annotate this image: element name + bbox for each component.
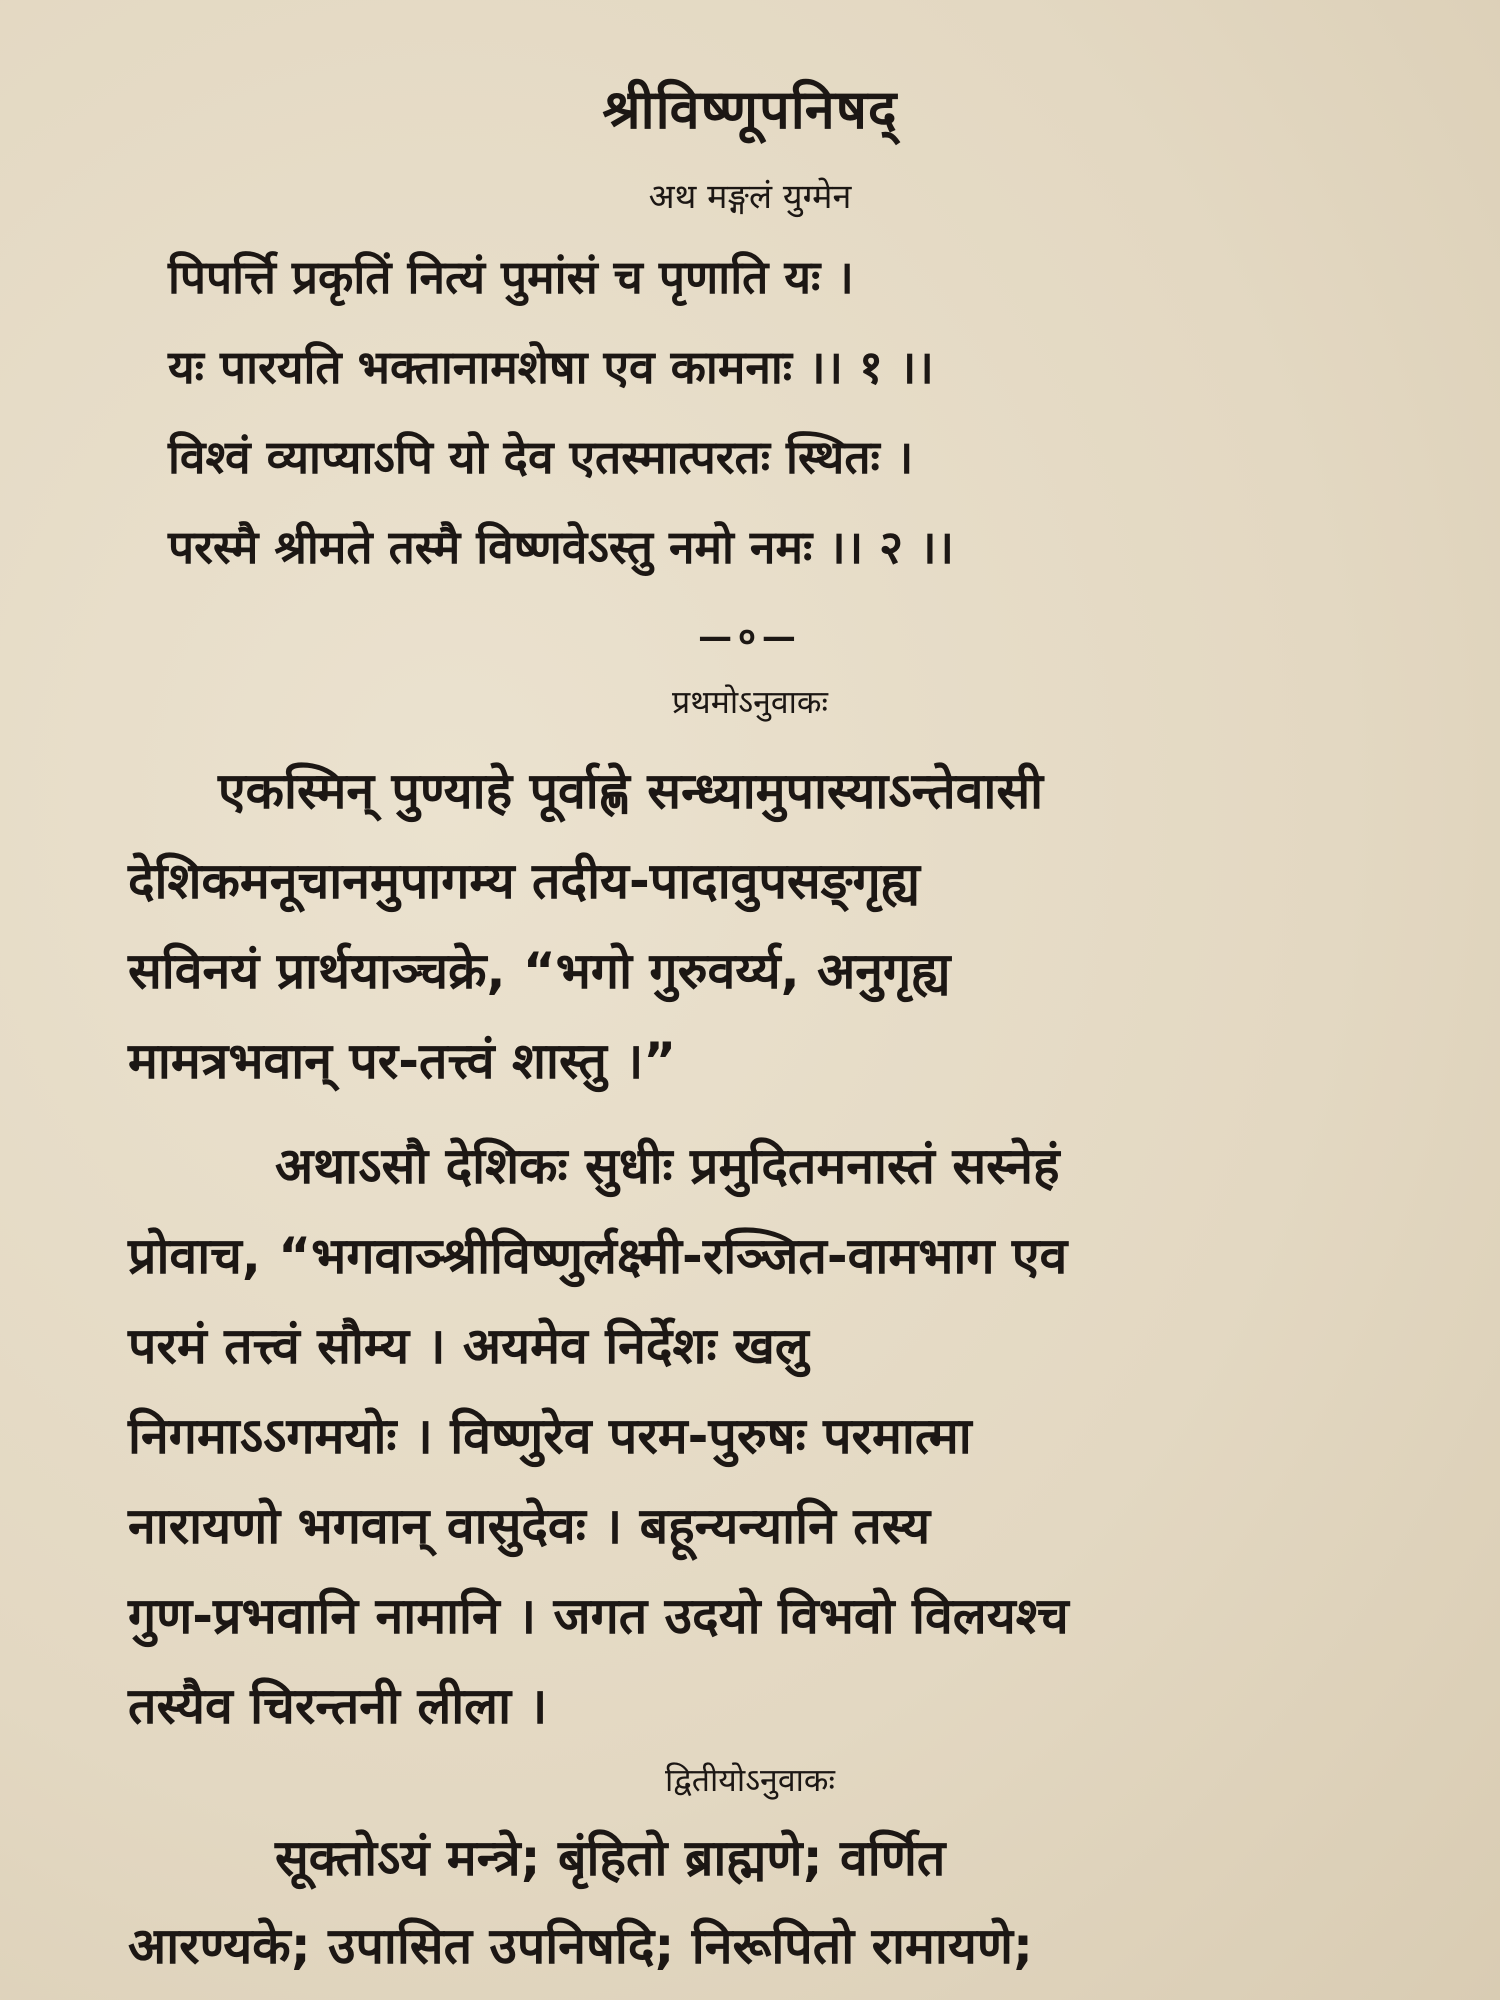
paragraph-line: प्रोवाच, “भगवाञ्श्रीविष्णुर्लक्ष्मी-रञ्जित-वामभाग एव (128, 1227, 1068, 1285)
page-title: श्रीविष्णूपनिषद् (602, 78, 898, 141)
paragraph-line: तस्यैव चिरन्तनी लीला । (128, 1677, 548, 1735)
section-heading-1: प्रथमोऽनुवाकः (672, 683, 828, 721)
paragraph-line: आरण्यके; उपासित उपनिषदि; निरूपितो रामायणे; (128, 1917, 1033, 1975)
section-heading-2: द्वितीयोऽनुवाकः (665, 1761, 835, 1799)
section-divider: —०— (698, 617, 802, 657)
page-subtitle: अथ मङ्गलं युग्मेन (648, 177, 852, 217)
paragraph-line: निगमाऽऽगमयोः । विष्णुरेव परम-पुरुषः परमात्मा (128, 1407, 972, 1465)
verse-line: यः पारयति भक्तानामशेषा एव कामनाः ।। १ ।। (168, 340, 934, 394)
paragraph-line: सूक्तोऽयं मन्त्रे; बृंहितो ब्राह्मणे; वर्णित (275, 1829, 946, 1887)
paragraph-line: अथाऽसौ देशिकः सुधीः प्रमुदितमनास्तं सस्नेहं (275, 1137, 1060, 1195)
paragraph-line: एकस्मिन् पुण्याहे पूर्वाह्णे सन्ध्यामुपास्याऽन्तेवासी (218, 762, 1044, 820)
verse-line: पिपर्त्ति प्रकृतिं नित्यं पुमांसं च पृणाति यः । (168, 250, 854, 304)
verse-line: विश्वं व्याप्याऽपि यो देव एतस्मात्परतः स्थितः । (168, 430, 914, 484)
paragraph-line: गुण-प्रभवानि नामानि । जगत उदयो विभवो विलयश्च (128, 1587, 1069, 1645)
paragraph-line: नारायणो भगवान् वासुदेवः । बहून्यन्यानि तस्य (128, 1497, 931, 1555)
paragraph-line: परमं तत्त्वं सौम्य । अयमेव निर्देशः खलु (128, 1317, 809, 1375)
paragraph-line: सविनयं प्रार्थयाञ्चक्रे, “भगो गुरुवर्य्य, अनुगृह्य (128, 942, 951, 1000)
paragraph-line: मामत्रभवान् पर-तत्त्वं शास्तु ।” (128, 1032, 677, 1090)
paragraph-line: देशिकमनूचानमुपागम्य तदीय-पादावुपसङ्गृह्य (128, 852, 921, 910)
verse-line: परस्मै श्रीमते तस्मै विष्णवेऽस्तु नमो नमः ।। २ ।। (168, 520, 954, 574)
